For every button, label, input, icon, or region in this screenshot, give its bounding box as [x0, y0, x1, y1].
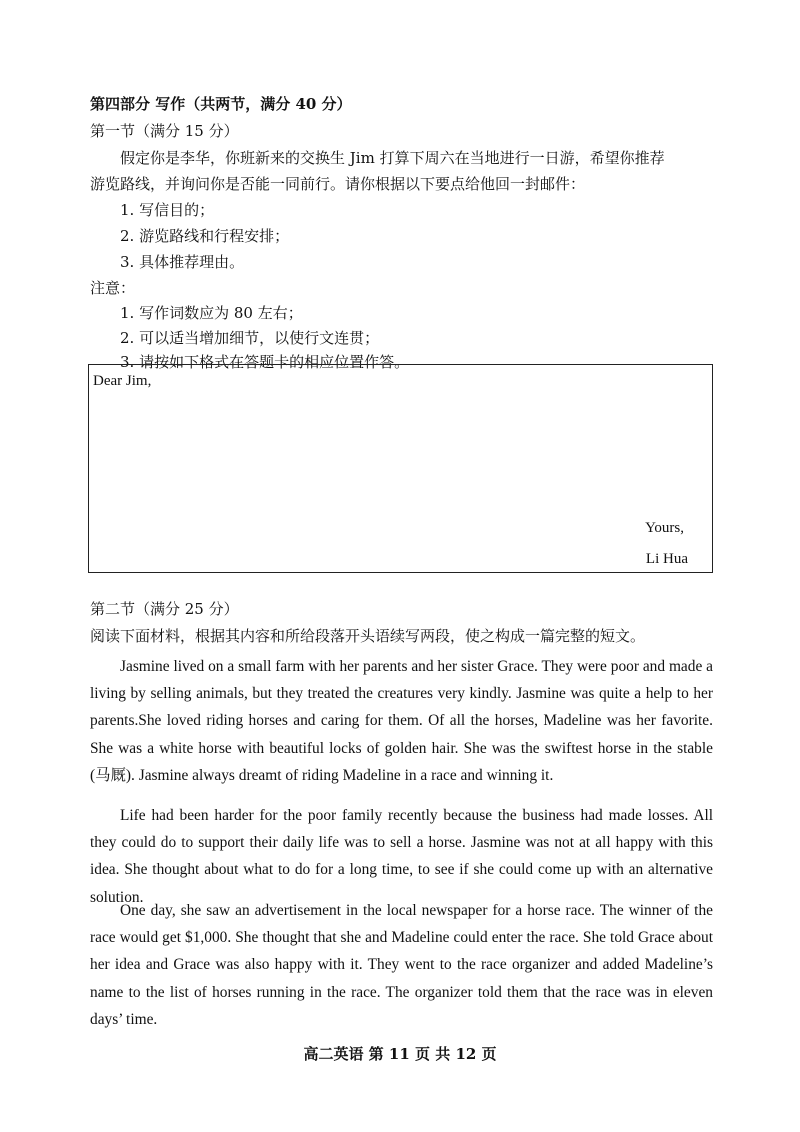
notes-label: 注意：	[90, 279, 136, 297]
part1-prompt-line1: 假定你是李华，你班新来的交换生 Jim 打算下周六在当地进行一日游，希望你推荐	[120, 149, 665, 167]
passage-paragraph: Jasmine lived on a small farm with her parents and her sister Grace. They were poor and made a living by selling animals, but they treated the creatures very kindly. Jasmine was quite a help to her parents.She loved riding horses and caring for them. Of all the horses, Madeline was her favorite. She was a white horse with beautiful locks of golden hair. She was the swiftest horse in the stable (马厩). Jasmine always dreamt of riding Madeline in a race and winning it.	[90, 658, 713, 784]
note-item: 1. 写作词数应为 80 左右；	[120, 304, 303, 322]
point-item: 2. 游览路线和行程安排；	[120, 227, 290, 245]
page-footer: 高二英语 第 11 页 共 12 页	[303, 1045, 497, 1063]
passage-paragraph: One day, she saw an advertisement in the local newspaper for a horse race. The winner of the race would get $1,000. She thought that she and Madeline could enter the race. She told Grace about her idea and Grace was also happy with it. They went to the race organizer and added Madeline’s name to the list of horses running in the race. The organizer told them that the race was in eleven days’ time.	[90, 902, 713, 1028]
note-item: 3. 请按如下格式在答题卡的相应位置作答。	[120, 353, 410, 371]
point-item: 1. 写信目的；	[120, 201, 215, 219]
letter-salutation: Dear Jim,	[93, 373, 152, 389]
letter-closing: Yours,	[645, 520, 684, 536]
section-title: 第四部分 写作（共两节，满分 40 分）	[90, 95, 352, 113]
point-item: 3. 具体推荐理由。	[120, 253, 245, 271]
letter-signature: Li Hua	[645, 551, 688, 567]
part2-heading: 第二节（满分 25 分）	[90, 600, 239, 618]
note-item: 2. 可以适当增加细节，以使行文连贯；	[120, 329, 380, 347]
letter-answer-box[interactable]	[88, 364, 713, 573]
part2-instruction: 阅读下面材料，根据其内容和所给段落开头语续写两段，使之构成一篇完整的短文。	[90, 627, 646, 645]
passage-paragraph: Life had been harder for the poor family recently because the business had made losses. All they could do to support their daily life was to sell a horse. Jasmine was not at all happy with this idea. She thought about what to do for a long time, to see if she could come up with an alternative solution.	[90, 807, 713, 906]
part1-prompt-line2: 游览路线，并询问你是否能一同前行。请你根据以下要点给他回一封邮件：	[90, 175, 586, 193]
part1-heading: 第一节（满分 15 分）	[90, 122, 239, 140]
